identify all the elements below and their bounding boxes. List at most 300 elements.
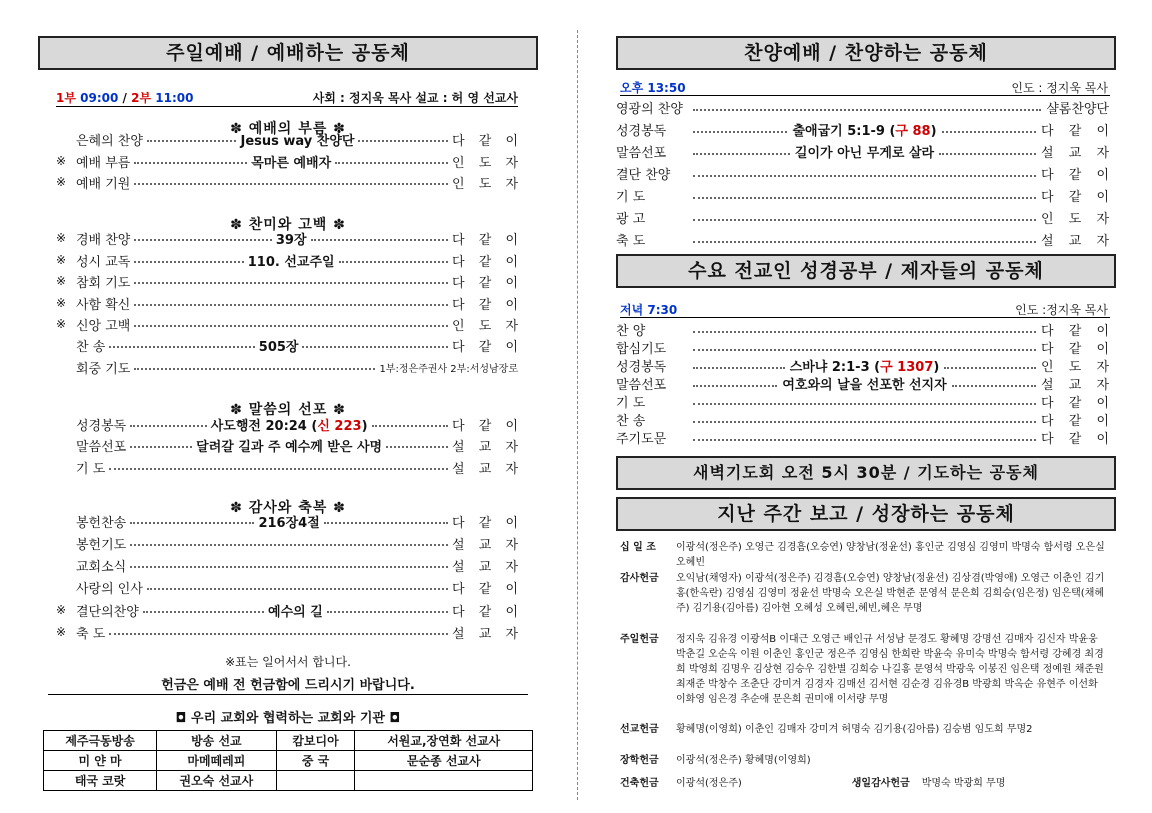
program-row	[38, 172, 518, 192]
dot-leader	[358, 140, 448, 142]
performer-char: 도	[478, 176, 492, 192]
program-content	[240, 130, 354, 149]
program-content	[276, 229, 307, 248]
program-label: 말씀선포	[76, 439, 127, 455]
report-entry	[620, 722, 1110, 737]
performer-char: 설	[1041, 146, 1054, 161]
program-performer	[452, 436, 518, 455]
performer-char: 다	[452, 339, 465, 355]
dot-leader	[693, 109, 1041, 111]
dot-leader	[109, 633, 448, 635]
program-row	[38, 151, 518, 171]
stand-mark: ※	[56, 253, 67, 267]
performer-char: 같	[1068, 124, 1082, 139]
performer-char: 다	[1041, 168, 1054, 183]
performer-char: 같	[1068, 396, 1082, 411]
dot-leader	[134, 239, 271, 241]
performer-char: 다	[1041, 124, 1054, 139]
program-content	[248, 251, 335, 270]
performer-char: 같	[1068, 190, 1082, 205]
performer-char: 교	[1068, 378, 1082, 393]
performer-char: 같	[1068, 414, 1082, 429]
program-performer	[452, 229, 518, 248]
content-text: 출애굽기 5:1-9 (	[792, 124, 896, 139]
performer-char: 설	[452, 439, 465, 455]
partner-cell: 방송 선교	[157, 731, 276, 751]
performer-char: 자	[1096, 378, 1109, 393]
dot-leader	[134, 261, 243, 263]
program-row	[38, 600, 518, 620]
program-performer	[1041, 208, 1109, 227]
program-label: 합심기도	[616, 342, 667, 357]
report-value	[676, 540, 1110, 570]
performer-char: 다	[452, 133, 465, 149]
report-value	[676, 632, 1110, 707]
partner-cell: 권오숙 선교사	[157, 771, 276, 791]
program-label: 찬 송	[76, 339, 106, 355]
program-row	[616, 97, 1109, 118]
program-performer	[452, 415, 518, 434]
performer-char: 이	[505, 581, 518, 597]
header-rule	[56, 106, 518, 107]
program-row	[38, 228, 518, 248]
program-performer	[1041, 164, 1109, 183]
partner-cell: 태국 코랏	[44, 771, 157, 791]
performer-char: 인	[452, 155, 465, 171]
praise-rule	[620, 95, 1110, 96]
performer-char: 다	[1041, 396, 1054, 411]
program-label: 예배 기원	[76, 176, 131, 192]
program-label: 기 도	[616, 396, 646, 411]
performer-char: 같	[478, 297, 492, 313]
performer-char: 자	[1096, 146, 1110, 161]
dot-leader	[134, 304, 448, 306]
content-text: 길이가 아닌 무게로 살라	[794, 146, 935, 161]
program-label: 예배 부름	[76, 155, 131, 171]
program-row	[38, 533, 518, 553]
content-text: 505장	[258, 339, 299, 355]
program-label: 은혜의 찬양	[76, 133, 143, 149]
program-row	[38, 622, 518, 642]
content-text: 목마른 예배자	[251, 155, 332, 171]
dot-leader	[386, 446, 448, 448]
dot-leader	[372, 425, 448, 427]
performer-char: 같	[1068, 168, 1082, 183]
praise-time: 오후 13:50	[620, 81, 686, 95]
performer-char: 이	[1096, 414, 1109, 429]
program-performer	[452, 458, 518, 477]
first-part-label: 1부	[56, 91, 76, 105]
program-performer	[1041, 186, 1109, 205]
performer-char: 인	[452, 318, 465, 334]
performer-char: 자	[1096, 234, 1109, 249]
report-names: 이광석(정은주)	[676, 778, 742, 789]
program-content	[795, 142, 934, 161]
performer-char: 이	[505, 133, 518, 149]
performer-char: 교	[1068, 234, 1082, 249]
dot-leader	[693, 197, 1036, 199]
performer-char: 다	[452, 275, 465, 291]
content-text: 39장	[275, 232, 307, 248]
performer-char: 같	[478, 418, 492, 434]
praise-worship-title: 찬양예배 / 찬양하는 공동체	[616, 36, 1116, 70]
program-performer	[452, 601, 518, 620]
performer-char: 다	[1041, 432, 1054, 447]
program-performer	[452, 623, 518, 642]
program-performer	[452, 512, 518, 531]
program-label: 성경봉독	[616, 124, 667, 139]
performer-char: 설	[452, 559, 465, 575]
stand-mark: ※	[56, 154, 67, 168]
performer-char: 인	[452, 176, 465, 192]
performer-char: 이	[505, 515, 519, 531]
content-text: 예수의 길	[268, 604, 323, 620]
program-row	[38, 314, 518, 334]
dot-leader	[944, 367, 1036, 369]
program-row	[616, 185, 1109, 206]
dot-leader	[693, 439, 1036, 441]
performer-char: 다	[452, 232, 465, 248]
dot-leader	[130, 522, 254, 524]
performer-char: 교	[1068, 146, 1082, 161]
report-entry	[620, 571, 1110, 616]
performer-char: 다	[452, 515, 465, 531]
performer-char: 이	[1096, 168, 1109, 183]
program-label: 봉헌기도	[76, 537, 127, 553]
dot-leader	[134, 368, 375, 370]
program-label: 찬 양	[616, 324, 646, 339]
service-times	[56, 89, 193, 106]
performer-char: 자	[505, 461, 518, 477]
program-row	[616, 229, 1109, 250]
program-performer	[452, 130, 518, 149]
performer-char: 자	[505, 439, 518, 455]
performer-char: 같	[478, 232, 492, 248]
stand-mark: ※	[56, 231, 67, 245]
dot-leader	[130, 544, 448, 546]
performer-char: 자	[505, 176, 518, 192]
report-entry	[620, 753, 1110, 768]
report-entry	[620, 776, 1110, 791]
report-value	[676, 753, 1110, 768]
dot-leader	[693, 421, 1036, 423]
content-text: 110. 선교주일	[247, 254, 335, 270]
stand-mark: ※	[56, 603, 67, 617]
section-title: ✽ 감사와 축복 ✽	[230, 500, 346, 516]
program-label: 경배 찬양	[76, 232, 131, 248]
hymn-page: 구 1307	[880, 360, 934, 375]
program-label: 기 도	[616, 190, 646, 205]
report-key: 장학헌금	[620, 755, 659, 766]
dot-leader	[942, 131, 1036, 133]
program-label: 사함 확신	[76, 297, 131, 313]
program-content	[259, 336, 299, 355]
program-row	[38, 129, 518, 149]
partner-cell: 마메떼레피	[157, 751, 276, 771]
program-performer: 샬롬찬양단	[1046, 102, 1109, 117]
offering-note: 헌금은 예배 전 헌금함에 드리시기 바랍니다.	[161, 678, 415, 693]
program-label: 기 도	[76, 461, 106, 477]
performer-char: 이	[505, 232, 518, 248]
program-row	[38, 414, 518, 434]
program-performer	[452, 152, 518, 171]
program-content	[792, 120, 936, 139]
performer-char: 설	[1041, 234, 1054, 249]
performer-char: 이	[1096, 432, 1109, 447]
dot-leader	[693, 219, 1036, 221]
performer-char: 자	[505, 537, 518, 553]
performer-char: 교	[478, 537, 492, 553]
stand-mark: ※	[56, 625, 67, 639]
program-performer	[452, 294, 518, 313]
wednesday-rule	[620, 317, 1110, 318]
report-names: 이광석(정은주) 황혜명(이영희)	[676, 755, 811, 766]
content-text: 스바냐 2:1-3 (	[789, 360, 881, 375]
performer-char: 이	[505, 297, 518, 313]
report-key: 주일헌금	[620, 634, 659, 645]
worship-leaders: 사회 : 정지욱 목사 설교 : 허 영 선교사	[312, 91, 518, 105]
performer-char: 다	[1041, 324, 1054, 339]
first-part-time: 09:00	[80, 91, 119, 105]
praise-leader: 인도 : 정지욱 목사	[1011, 81, 1108, 95]
performer-char: 다	[452, 604, 465, 620]
standing-note: ※표는 일어서서 합니다.	[225, 655, 351, 669]
sunday-worship-title: 주일예배 / 예배하는 공동체	[38, 36, 538, 70]
dot-leader	[130, 425, 206, 427]
program-label: 찬 송	[616, 414, 646, 429]
report-key: 십 일 조	[620, 542, 656, 553]
section-title: ✽ 예배의 부름 ✽	[230, 121, 346, 137]
performer-char: 같	[478, 604, 492, 620]
dot-leader	[311, 239, 448, 241]
performer-char: 이	[1096, 124, 1110, 139]
dot-leader	[134, 325, 448, 327]
performer-char: 다	[1041, 414, 1054, 429]
dawn-prayer-title: 새벽기도회 오전 5시 30분 / 기도하는 공동체	[616, 456, 1116, 490]
program-label: 영광의 찬양	[616, 102, 683, 117]
program-performer	[452, 556, 518, 575]
performer-char: 설	[452, 537, 465, 553]
stand-mark: ※	[56, 274, 67, 288]
performer-char: 교	[478, 559, 492, 575]
performer-char: 자	[505, 155, 518, 171]
dot-leader	[147, 140, 237, 142]
partner-row	[44, 731, 533, 751]
report-names: 황혜명(이영희) 이춘인 김매자 강미겨 허명숙 김기용(김아름) 김승범 임도희 무명2	[676, 724, 1033, 735]
program-row	[616, 427, 1109, 448]
program-row	[38, 435, 518, 455]
performer-char: 이	[1096, 342, 1109, 357]
page-divider	[577, 30, 578, 800]
performer-char: 교	[478, 461, 492, 477]
performer-char: 다	[452, 418, 465, 434]
stand-mark: ※	[56, 317, 67, 331]
report-names: 오익남(채영자) 이광석(정은주) 김경흠(오승연) 양창남(정윤선) 김상겸(박영애) 오영근 이춘인 김기홍(한옥란) 김영심 김영미 정윤선 박명숙 오은실 박현준 문영석 문은희 김희승(임은정) 임은택(채혜주) 김기용(김아름) 김아현 오혜성 오혜린,혜빈,혜은 무명	[676, 573, 1105, 614]
program-performer	[452, 251, 518, 270]
program-label: 성경봉독	[616, 360, 667, 375]
performer-char: 이	[1096, 324, 1109, 339]
report-key: 건축헌금	[620, 778, 659, 789]
sunday-worship-column	[38, 0, 538, 813]
dot-leader	[693, 175, 1036, 177]
dot-leader	[130, 446, 192, 448]
dot-leader	[327, 611, 448, 613]
program-label: 광 고	[616, 212, 646, 227]
performer-char: 자	[505, 318, 518, 334]
performer-char: 설	[452, 626, 465, 642]
wednesday-leader: 인도 :정지욱 목사	[1015, 303, 1108, 317]
partner-cell: 서원교,장연화 선교사	[355, 731, 533, 751]
program-label: 신앙 고백	[76, 318, 131, 334]
performer-char: 도	[1068, 360, 1082, 375]
program-row	[38, 250, 518, 270]
dot-leader	[147, 588, 448, 590]
content-text: 달려갈 길과 주 예수께 받은 사명	[196, 439, 383, 455]
performer-char: 교	[478, 626, 492, 642]
performer-char: 이	[1096, 396, 1109, 411]
program-row	[38, 511, 518, 531]
partner-cell	[355, 771, 533, 791]
dot-leader	[109, 468, 448, 470]
program-label: 결단의찬양	[76, 604, 139, 620]
performer-char: 자	[1096, 212, 1109, 227]
program-label: 사랑의 인사	[76, 581, 143, 597]
partners-title: ◘ 우리 교회와 협력하는 교회와 기관 ◘	[175, 711, 401, 726]
program-performer	[1041, 230, 1109, 249]
program-label: 성시 교독	[76, 254, 131, 270]
content-text: 사도행전 20:24 (	[210, 418, 318, 434]
program-performer	[1041, 428, 1109, 447]
report-key: 생일감사헌금	[851, 778, 910, 789]
performer-char: 다	[452, 297, 465, 313]
wednesday-study-title: 수요 전교인 성경공부 / 제자들의 공동체	[616, 254, 1116, 288]
program-row	[38, 555, 518, 575]
partner-row	[44, 751, 533, 771]
program-content	[268, 601, 323, 620]
program-label: 성경봉독	[76, 418, 127, 434]
performer-char: 자	[505, 559, 518, 575]
performer-char: 같	[1068, 324, 1082, 339]
program-performer	[452, 336, 518, 355]
content-text: Jesus way 찬양단	[240, 133, 355, 149]
program-label: 봉헌찬송	[76, 515, 127, 531]
second-part-label: 2부	[131, 91, 152, 105]
weekly-report-title: 지난 주간 보고 / 성장하는 공동체	[616, 497, 1116, 531]
partner-cell: 미 얀 마	[44, 751, 157, 771]
partner-row	[44, 771, 533, 791]
paren: )	[933, 360, 940, 375]
performer-char: 자	[505, 626, 518, 642]
program-performer: 1부:정은주권사 2부:서성남장로	[379, 363, 518, 375]
dot-leader	[939, 153, 1036, 155]
performer-char: 설	[452, 461, 465, 477]
report-value	[676, 571, 1110, 616]
note-rule	[48, 694, 528, 695]
performer-char: 이	[1096, 190, 1109, 205]
program-content	[251, 152, 331, 171]
program-label: 축 도	[76, 626, 106, 642]
program-performer	[1041, 142, 1109, 161]
paren: )	[361, 418, 368, 434]
program-performer	[452, 534, 518, 553]
report-entry	[620, 540, 1110, 570]
performer-char: 같	[1068, 432, 1082, 447]
performer-char: 인	[1041, 212, 1054, 227]
program-performer	[452, 578, 518, 597]
dot-leader	[143, 611, 264, 613]
program-row	[38, 335, 518, 355]
program-row	[616, 207, 1109, 228]
program-performer	[452, 315, 518, 334]
partner-cell	[276, 771, 355, 791]
dot-leader	[693, 131, 787, 133]
dot-leader	[302, 346, 448, 348]
performer-char: 이	[505, 254, 518, 270]
performer-char: 이	[505, 604, 518, 620]
right-column	[616, 0, 1116, 813]
dot-leader	[130, 566, 448, 568]
partner-cell: 중 국	[276, 751, 355, 771]
dot-leader	[109, 346, 255, 348]
performer-char: 이	[505, 339, 519, 355]
program-label: 말씀선포	[616, 146, 667, 161]
program-row	[38, 357, 518, 377]
dot-leader	[693, 241, 1036, 243]
performer-char: 이	[505, 275, 518, 291]
performer-char: 같	[478, 515, 492, 531]
partners-table	[43, 730, 533, 791]
performer-char: 자	[1096, 360, 1109, 375]
program-content	[196, 436, 382, 455]
program-label: 말씀선포	[616, 378, 667, 393]
dot-leader	[693, 367, 785, 369]
program-content	[211, 415, 368, 434]
section-title: ✽ 말씀의 선포 ✽	[230, 402, 346, 418]
program-performer	[1041, 120, 1109, 139]
report-names: 정지욱 김유경 이광석B 이대근 오영근 배인규 서성남 문경도 황혜명 강명선 김매자 김신자 박윤웅 박춘길 오순옥 이원 이춘인 홍인군 정은주 김영심 한희란 박윤숙 유미숙 박명숙 함서령 강혜경 최경희 박영희 김명우 김상현 김승우 김한별 김희승 나길홍 문영석 박광욱 이봉진 임은택 정예원 채준원 최재준 박창수 조춘단 강미겨 김경자 김매선 김서현 김순경 김유경B 박광희 박옥순 유현주 이선화 이화영 임은경 추순애 문은희 권미애 이서량 무명	[676, 634, 1104, 705]
program-row	[38, 577, 518, 597]
dot-leader	[693, 331, 1036, 333]
report-names: 박명숙 박광희 무명	[921, 778, 1006, 789]
dot-leader	[952, 385, 1036, 387]
program-performer	[452, 272, 518, 291]
program-label: 교회소식	[76, 559, 127, 575]
program-label: 참회 기도	[76, 275, 131, 291]
hymn-page: 신 223	[317, 418, 362, 434]
dot-leader	[134, 183, 448, 185]
program-label: 주기도문	[616, 432, 667, 447]
performer-char: 도	[478, 155, 492, 171]
paren: )	[930, 124, 937, 139]
performer-char: 도	[478, 318, 492, 334]
partner-cell: 캄보디아	[276, 731, 355, 751]
program-row	[616, 119, 1109, 140]
performer-char: 다	[1041, 190, 1054, 205]
wednesday-time: 저녁 7:30	[620, 303, 678, 317]
program-content	[258, 512, 319, 531]
dot-leader	[693, 153, 790, 155]
performer-char: 교	[478, 439, 492, 455]
partner-cell: 문순종 선교사	[355, 751, 533, 771]
content-text: 여호와의 날을 선포한 선지자	[782, 378, 947, 393]
performer-char: 설	[1041, 378, 1054, 393]
program-row	[616, 163, 1109, 184]
performer-char: 다	[1041, 342, 1054, 357]
program-performer	[452, 173, 518, 192]
hymn-page: 구 88	[895, 124, 931, 139]
dot-leader	[134, 162, 247, 164]
performer-char: 인	[1041, 360, 1054, 375]
